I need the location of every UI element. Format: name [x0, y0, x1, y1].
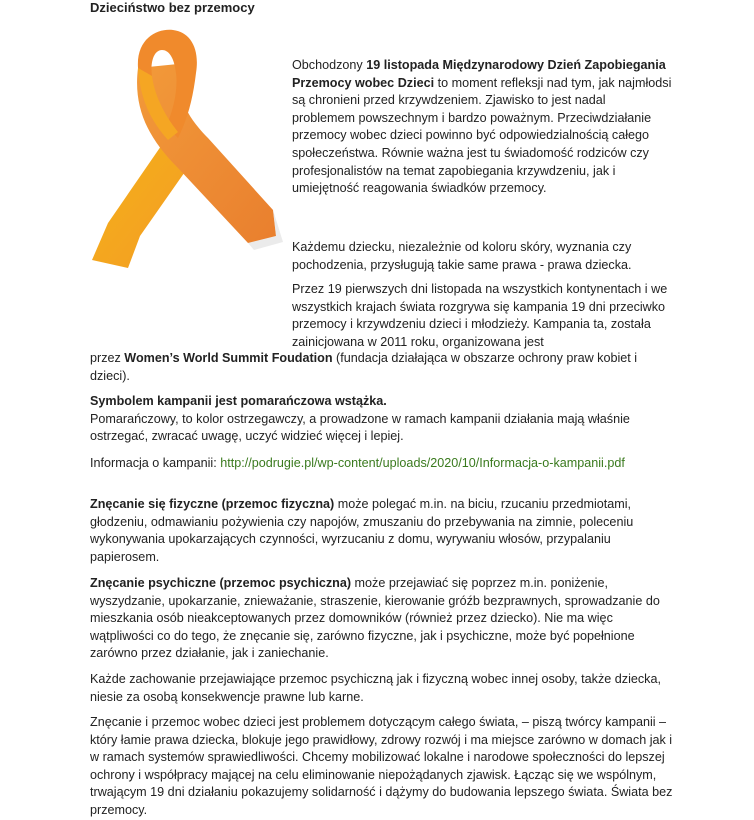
symbol-text: Pomarańczowy, to kolor ostrzegawczy, a prowadzone w ramach kampanii działania mają właśnie ostrzegać, zwracać uwagę, uczyć widzieć więcej i lepiej.	[90, 411, 630, 444]
orange-ribbon-image	[78, 28, 283, 278]
symbol-paragraph	[90, 393, 675, 446]
intro-pre: Obchodzony	[292, 58, 367, 72]
physical-abuse-heading: Znęcanie się fizyczne (przemoc fizyczna)	[90, 497, 335, 511]
campaign-paragraph: Przez 19 pierwszych dni listopada na wszystkich kontynentach i we wszystkich krajach świata rozgrywa się kampania 19 dni przeciwko przemocy i krzywdzeniu dzieci i młodzieży. Kampania ta, została zainicjowana w 2011 roku, organizowana jest	[292, 282, 668, 349]
info-label: Informacja o kampanii:	[90, 456, 221, 470]
campaign-cont-pre: przez	[90, 351, 125, 365]
page-title: Dzieciństwo bez przemocy	[90, 0, 255, 15]
campaign-info-link[interactable]: http://podrugie.pl/wp-content/uploads/2020/10/Informacja-o-kampanii.pdf	[220, 456, 625, 470]
intro-bold: 19 listopada Międzynarodowy Dzień Zapobiegania Przemocy wobec Dzieci	[292, 58, 666, 90]
closing-paragraph: Znęcanie i przemoc wobec dzieci jest problemem dotyczącym całego świata, – piszą twórcy kampanii – który łamie prawa dziecka, blokuje jego prawidłowy, zdrowy rozwój i ma miejsce zarówno w domach jak i w ramach systemów sprawiedliwości. Chcemy mobilizować lokalne i narodowe społeczności do lepszej ochrony i współpracy mającej na celu eliminowanie niepożądanych zjawisk. Łącząc się we wspólnym, trwającym 19 dni działaniu pokazujemy solidarność i dążymy do budowania lepszego świata. Świata bez przemocy.	[90, 715, 673, 817]
rights-paragraph: Każdemu dziecku, niezależnie od koloru skóry, wyznania czy pochodzenia, przysługują takie same prawa - prawa dziecka.	[292, 240, 632, 272]
consequences-paragraph: Każde zachowanie przejawiające przemoc psychiczną jak i fizyczną wobec innej osoby, także dziecka, niesie za osobą konsekwencje prawne lub karne.	[90, 672, 661, 704]
psychological-abuse-paragraph	[90, 575, 675, 663]
campaign-cont-text: (fundacja działająca w obszarze ochrony praw kobiet i dzieci).	[90, 351, 638, 383]
foundation-name: Women’s World Summit Foudation	[124, 351, 333, 365]
psychological-abuse-heading: Znęcanie psychiczne (przemoc psychiczna)	[90, 576, 352, 590]
physical-abuse-text: może polegać m.in. na biciu, rzucaniu przedmiotami, głodzeniu, odmawianiu pożywienia czy napojów, zmuszaniu do przebywania na zimnie, poleceniu wykonywania upokarzających czynności, wyrzucaniu z domu, wyrywaniu włosów, przypalaniu papierosem.	[90, 497, 634, 564]
symbol-heading: Symbolem kampanii jest pomarańczowa wstążka.	[90, 394, 387, 408]
intro-paragraph	[292, 57, 672, 198]
campaign-paragraph-cont	[90, 350, 675, 385]
intro-text: to moment refleksji nad tym, jak najmłodsi są chronieni przed krzywdzeniem. Zjawisko to jest nadal problemem powszechnym i bardzo poważnym. Przeciwdziałanie przemocy wobec dzieci powinno być odpowiedzialnością całego społeczeństwa. Równie ważna jest tu świadomość rodziców czy profesjonalistów na temat zapobiegania krzywdzeniu, jak i umiejętność reagowania świadków przemocy.	[292, 75, 672, 196]
info-paragraph	[90, 455, 675, 473]
physical-abuse-paragraph	[90, 496, 675, 566]
psychological-abuse-text: może przejawiać się poprzez m.in. poniżenie, wyszydzanie, upokarzanie, znieważanie, straszenie, kierowanie gróźb bezprawnych, sprowadzanie do mieszkania osób nieakceptowanych przez domowników (również przez dziecko). Nie ma więc wątpliwości co do tego, że znęcanie się, zarówno fizyczne, jak i psychiczne, może być popełnione zarówno przez działanie, jak i zaniechanie.	[90, 576, 660, 661]
